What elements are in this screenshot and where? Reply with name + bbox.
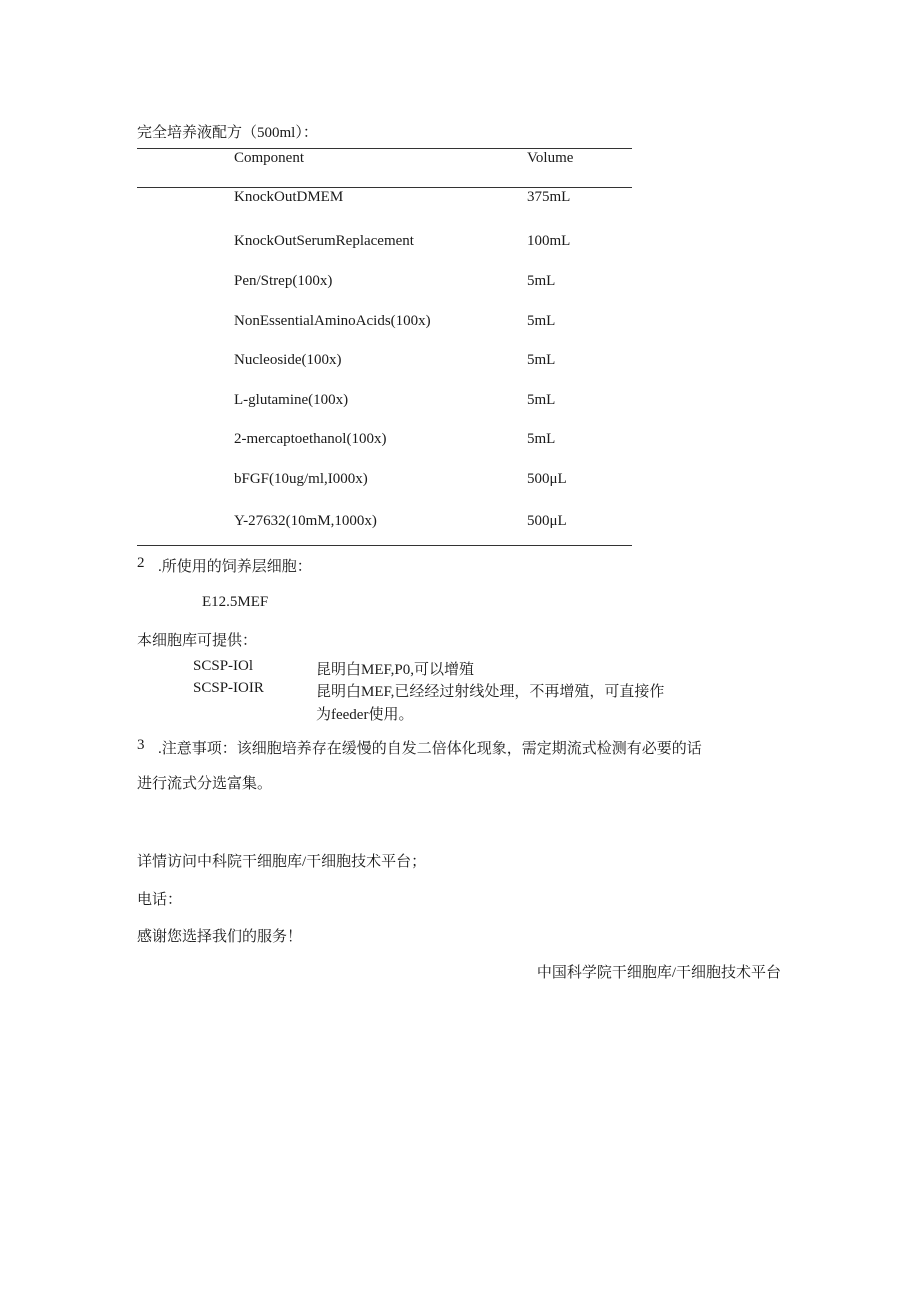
section-2-heading: .所使用的饲养层细胞： <box>158 559 312 575</box>
table-header-rule <box>137 187 632 188</box>
volume-cell: 5mL <box>527 352 556 368</box>
volume-cell: 5mL <box>527 392 556 408</box>
provides-label: 本细胞库可提供： <box>137 633 258 649</box>
volume-cell: 100mL <box>527 233 571 249</box>
volume-cell: 5mL <box>527 431 556 447</box>
table-top-rule <box>137 148 632 149</box>
component-cell: Pen/Strep(100x) <box>234 273 333 289</box>
visit-info: 详情访问中科院干细胞库/干细胞技术平台； <box>137 854 427 870</box>
table-header-component: Component <box>234 150 304 166</box>
component-cell: bFGF(10ug/ml,I000x) <box>234 471 368 487</box>
signature: 中国科学院干细胞库/干细胞技术平台 <box>536 965 781 981</box>
recipe-title: 完全培养液配方（500ml）： <box>137 125 318 141</box>
volume-cell: 5mL <box>527 273 556 289</box>
volume-cell: 500μL <box>527 471 567 487</box>
product-description: 昆明白MEF,P0,可以增殖 <box>316 662 474 678</box>
component-cell: L-glutamine(100x) <box>234 392 349 408</box>
component-cell: Y-27632(10mM,1000x) <box>234 513 377 529</box>
product-code: SCSP-IOIR <box>193 680 264 696</box>
table-bottom-rule <box>137 545 632 546</box>
volume-cell: 500μL <box>527 513 567 529</box>
volume-cell: 5mL <box>527 313 556 329</box>
section-3-text-continued: 进行流式分选富集。 <box>137 776 273 792</box>
table-header-volume: Volume <box>527 150 574 166</box>
product-description: 昆明白MEF,已经经过射线处理，不再增殖，可直接作 <box>316 684 665 700</box>
section-2-number: 2 <box>137 555 145 571</box>
component-cell: KnockOutSerumReplacement <box>234 233 414 249</box>
component-cell: Nucleoside(100x) <box>234 352 342 368</box>
thanks-text: 感谢您选择我们的服务！ <box>137 929 303 945</box>
component-cell: KnockOutDMEM <box>234 189 344 205</box>
product-description-continued: 为feeder使用。 <box>316 707 414 723</box>
component-cell: NonEssentialAminoAcids(100x) <box>234 313 431 329</box>
section-3-number: 3 <box>137 737 145 753</box>
section-3-text: .注意事项：该细胞培养存在缓慢的自发二倍体化现象，需定期流式检测有必要的话 <box>158 741 702 757</box>
volume-cell: 375mL <box>527 189 571 205</box>
component-cell: 2-mercaptoethanol(100x) <box>234 431 387 447</box>
feeder-cell-line: E12.5MEF <box>202 594 269 610</box>
product-code: SCSP-IOl <box>193 658 254 674</box>
phone-label: 电话： <box>137 892 183 908</box>
